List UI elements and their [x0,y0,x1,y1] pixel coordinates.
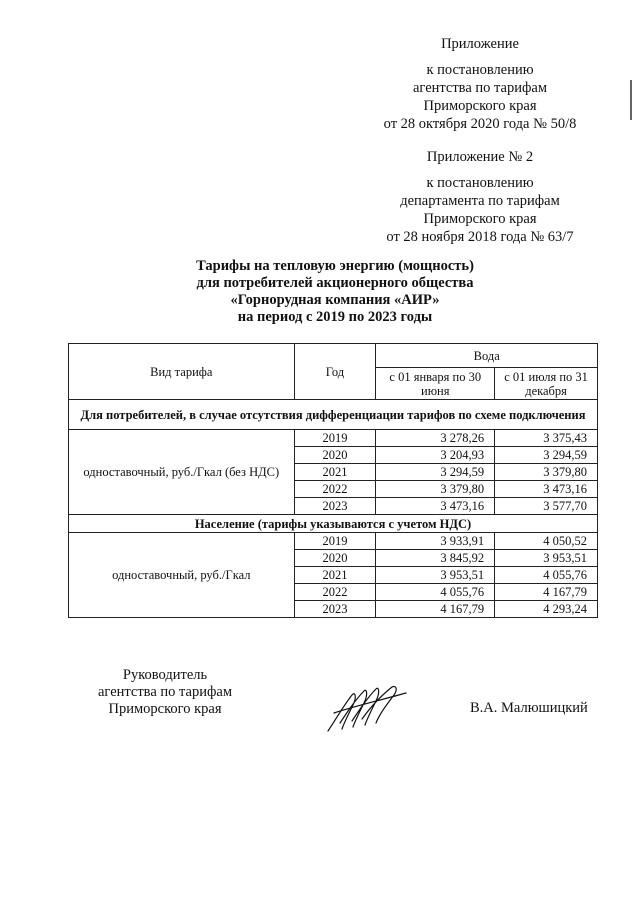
value-cell-h2: 4 293,24 [495,601,598,618]
value-cell-h2: 3 294,59 [495,447,598,464]
value-cell-h2: 3 577,70 [495,498,598,515]
value-cell-h2: 3 473,16 [495,481,598,498]
handwritten-signature [322,683,412,735]
appendix-1-header [360,35,600,133]
appendix-2-line2: департамента по тарифам [400,193,560,209]
appendix-1-line3: Приморского края [423,98,537,114]
year-cell: 2019 [294,533,376,550]
header-period-2: с 01 июля по 31 декабря [495,368,598,400]
year-cell: 2020 [294,447,376,464]
value-cell-h1: 3 379,80 [376,481,495,498]
value-cell-h2: 4 055,76 [495,567,598,584]
header-tariff-type: Вид тарифа [69,344,295,400]
tariff-table [68,343,598,618]
header-year: Год [294,344,376,400]
title-line2: для потребителей акционерного общества [196,275,474,291]
appendix-2-title: Приложение № 2 [426,149,534,165]
position-line1: Руководитель [122,667,208,683]
year-cell: 2022 [294,584,376,601]
value-cell-h1: 3 473,16 [376,498,495,515]
scan-edge-mark [628,80,636,120]
title-line4: на период с 2019 по 2023 годы [237,309,433,325]
appendix-1-title: Приложение [441,36,519,52]
value-cell-h1: 3 933,91 [376,533,495,550]
appendix-1-line2: агентства по тарифам [413,80,547,96]
position-line2: агентства по тарифам [98,684,232,700]
value-cell-h1: 3 204,93 [376,447,495,464]
appendix-2-line4: от 28 ноября 2018 года № 63/7 [386,229,574,245]
header-medium: Вода [376,344,598,368]
section-heading-consumers: Для потребителей, в случае отсутствия дифференциации тарифов по схеме подключения [69,400,598,430]
value-cell-h1: 3 294,59 [376,464,495,481]
appendix-2-header [360,148,600,246]
document-title [60,258,610,326]
year-cell: 2021 [294,567,376,584]
value-cell-h2: 4 050,52 [495,533,598,550]
value-cell-h1: 4 167,79 [376,601,495,618]
value-cell-h1: 4 055,76 [376,584,495,601]
appendix-2-line3: Приморского края [423,211,537,227]
tariff-label-population: одноставочный, руб./Гкал [69,533,295,618]
year-cell: 2020 [294,550,376,567]
signatory-position [70,667,260,718]
signatory-name: В.А. Малюшицкий [470,700,588,716]
value-cell-h2: 3 375,43 [495,430,598,447]
section-heading-population: Население (тарифы указываются с учетом НДС) [69,515,598,533]
year-cell: 2019 [294,430,376,447]
position-line3: Приморского края [108,701,222,717]
header-period-1: с 01 января по 30 июня [376,368,495,400]
value-cell-h1: 3 953,51 [376,567,495,584]
value-cell-h2: 4 167,79 [495,584,598,601]
year-cell: 2023 [294,498,376,515]
value-cell-h2: 3 953,51 [495,550,598,567]
tariff-label-consumers: одноставочный, руб./Гкал (без НДС) [69,430,295,515]
year-cell: 2023 [294,601,376,618]
appendix-1-line4: от 28 октября 2020 года № 50/8 [383,116,577,132]
title-line3: «Горнорудная компания «АИР» [230,292,440,308]
appendix-2-line1: к постановлению [426,175,534,191]
title-line1: Тарифы на тепловую энергию (мощность) [196,258,474,274]
value-cell-h1: 3 278,26 [376,430,495,447]
value-cell-h2: 3 379,80 [495,464,598,481]
year-cell: 2022 [294,481,376,498]
year-cell: 2021 [294,464,376,481]
appendix-1-line1: к постановлению [426,62,534,78]
value-cell-h1: 3 845,92 [376,550,495,567]
